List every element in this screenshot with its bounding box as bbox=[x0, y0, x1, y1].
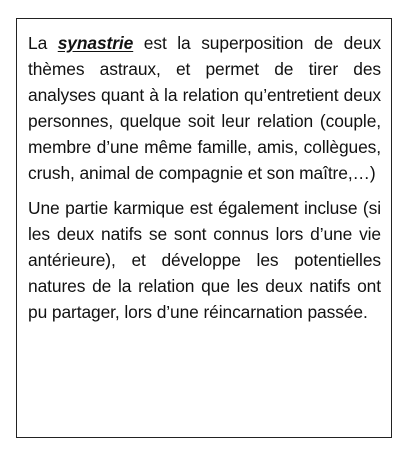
paragraph-rest: est la superposition de deux thèmes astraux, et permet de tirer des analyses quant à la relation qu’entretient deux personnes, quelque soit leur relation (couple, membre d’une même famille, amis, collègues, crush, animal de compagnie et son maître,…) bbox=[28, 33, 381, 183]
paragraph-lead: La bbox=[28, 33, 58, 53]
text-box bbox=[16, 18, 392, 438]
paragraph-karmic: Une partie karmique est également incluse (si les deux natifs se sont connus lors d’une vie antérieure), et développe les potentielles natures de la relation que les deux natifs ont pu partager, lors d’une réincarnation passée. bbox=[28, 198, 381, 322]
paragraph-definition bbox=[28, 30, 381, 186]
keyword-synastrie: synastrie bbox=[57, 33, 134, 53]
